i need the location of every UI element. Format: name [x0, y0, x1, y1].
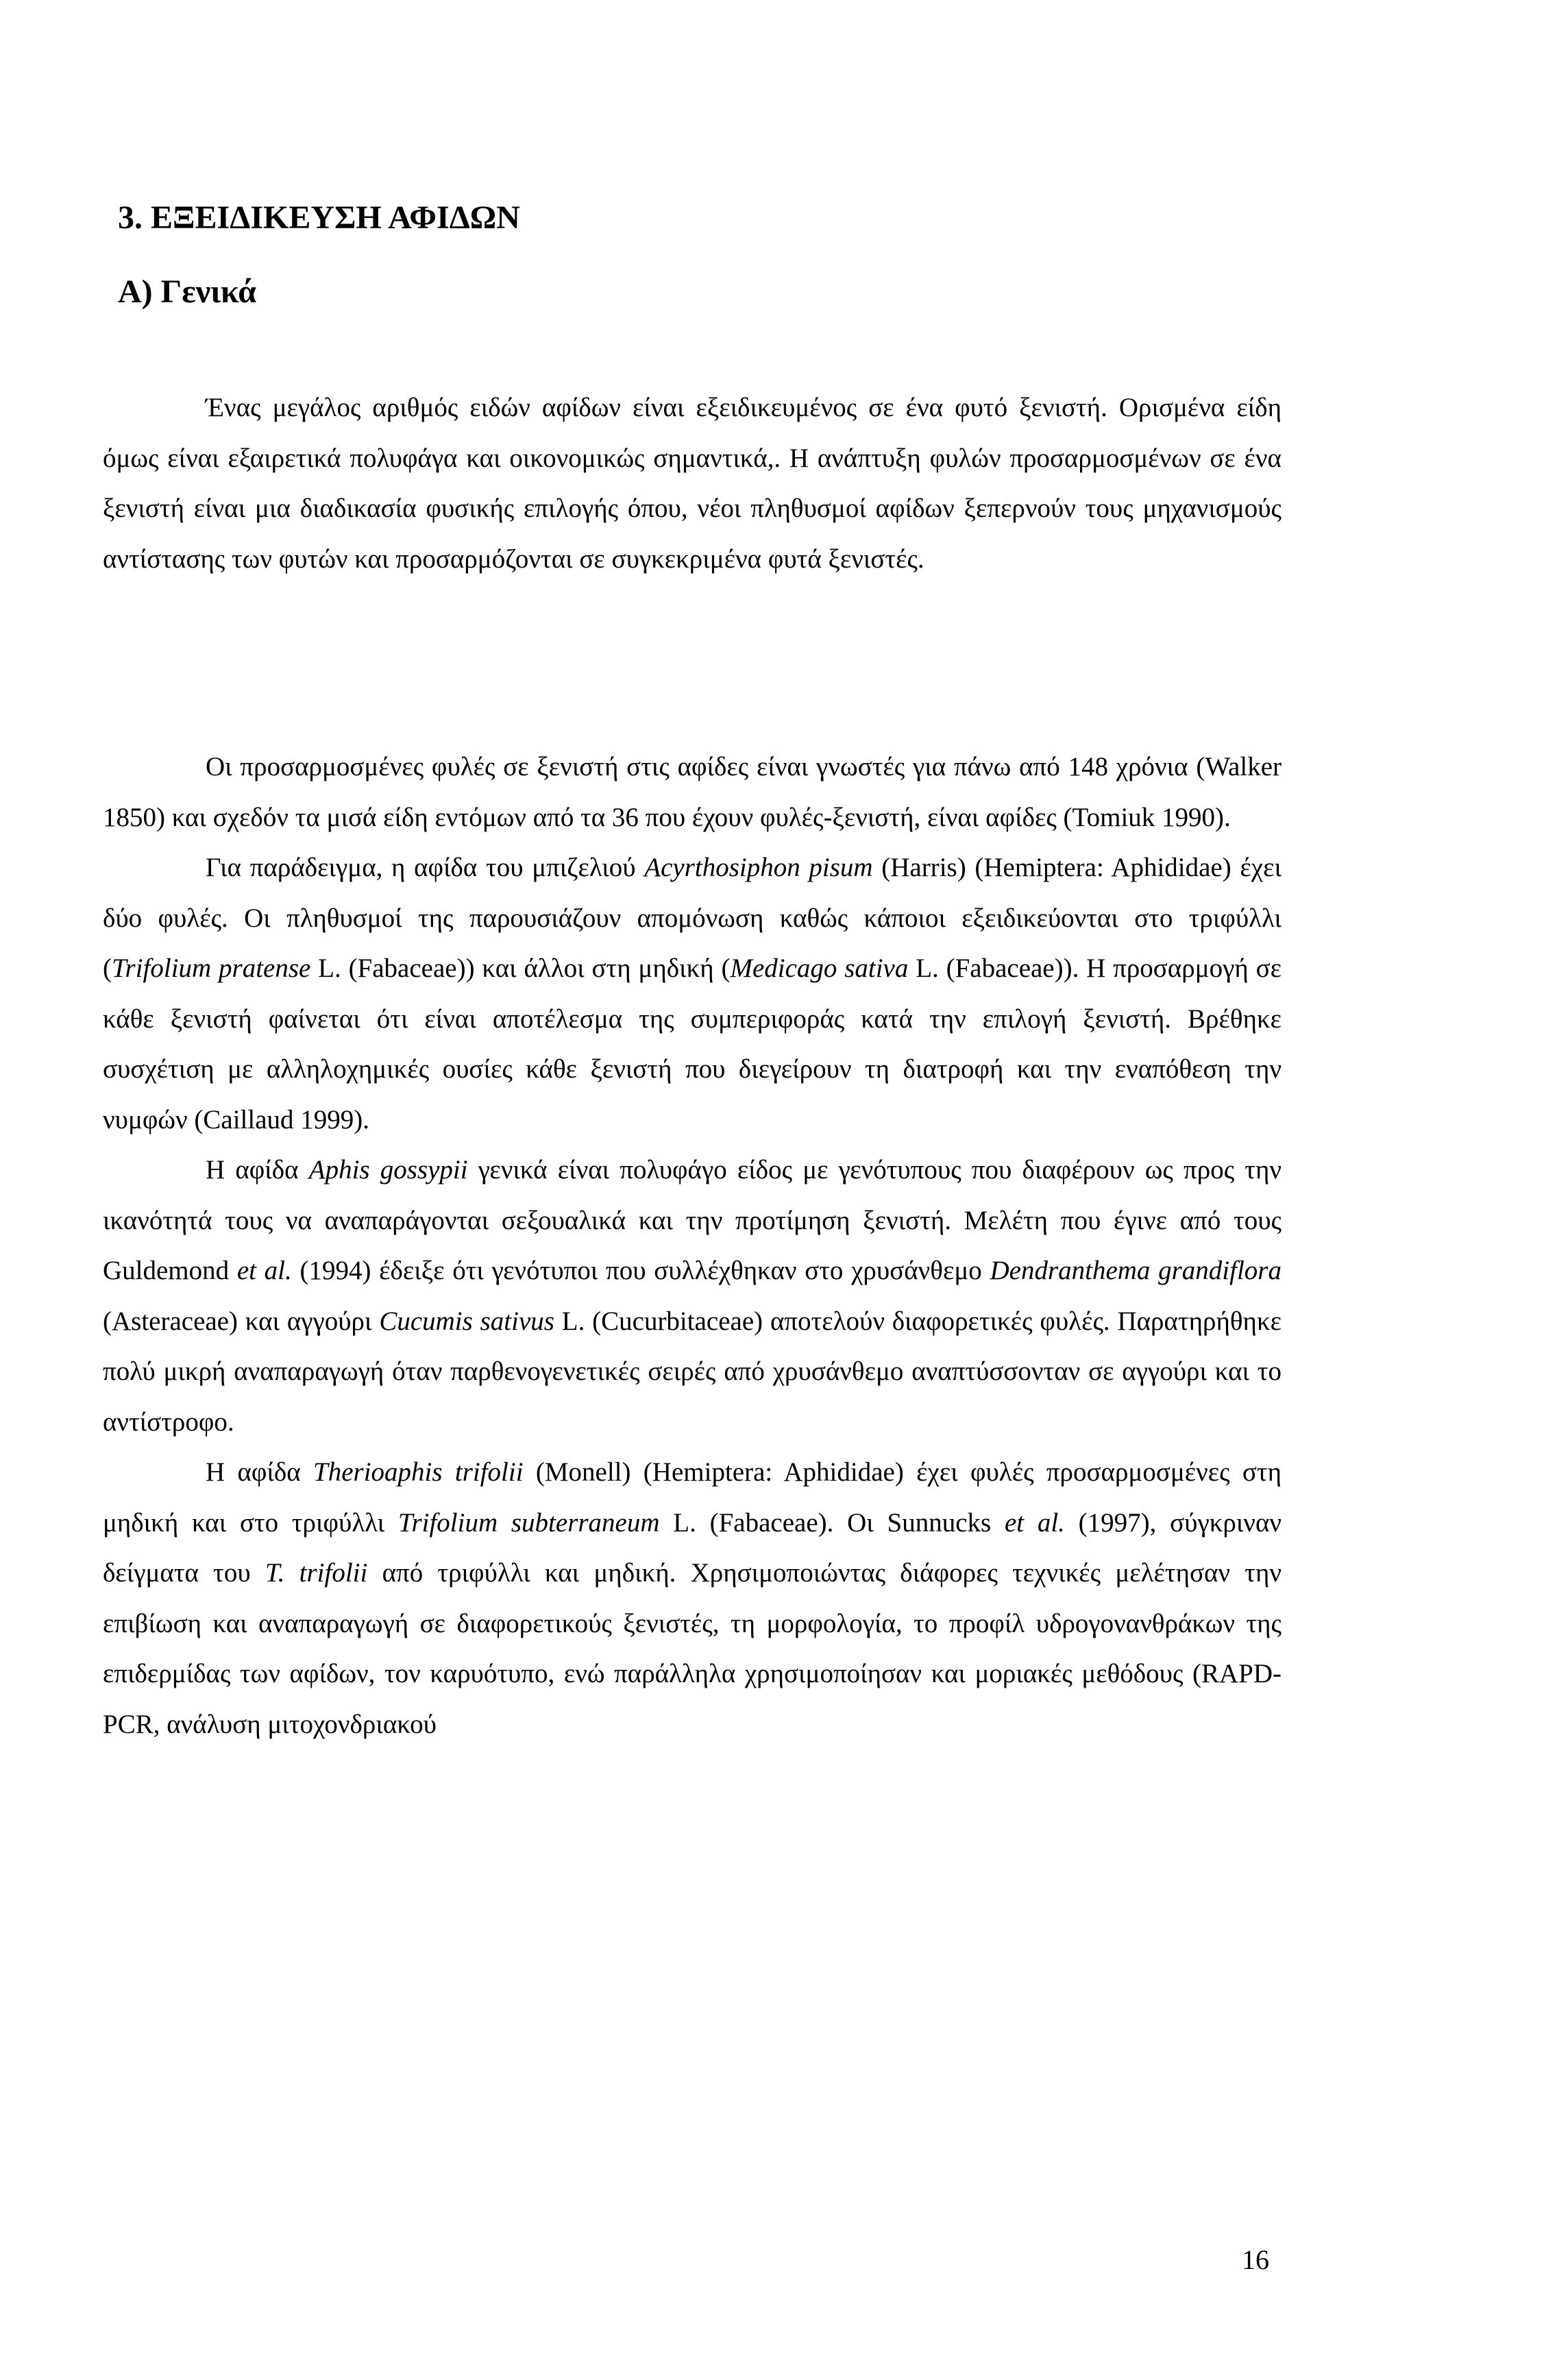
text-run: γενικά είναι πολυφάγο είδος με γενότυπους που διαφέρουν ως προς την ικανότητά τους να αναπαράγονται σεξουαλικά και την προτίμηση ξενιστή. Μελέτη που έγινε από τους Guldemond [103, 1155, 1282, 1285]
text-run: (Harris) (Hemiptera: Aphididae) έχει δύο φυλές. Οι πληθυσμοί της παρουσιάζουν απομόνωση καθώς κάποιοι εξειδικεύονται στο τριφύλλι ( [103, 853, 1282, 983]
text-run: (1994) έδειξε ότι γενότυποι που συλλέχθηκαν στο χρυσάνθεμο [291, 1256, 990, 1285]
italic-term: Acyrthosiphon pisum [644, 853, 873, 882]
text-run: από τριφύλλι και μηδική. Χρησιμοποιώντας διάφορες τεχνικές μελέτησαν την επιβίωση και αναπαραγωγή σε διαφορετικούς ξενιστές, τη μορφολογία, το προφίλ υδρογονανθράκων της επιδερμίδας των αφίδων, τον καρυότυπο, ενώ παράλληλα χρησιμοποίησαν και μοριακές μεθόδους (RAPD-PCR, ανάλυση μιτοχονδριακού [103, 1558, 1282, 1739]
italic-term: Trifolium pratense [112, 954, 311, 983]
text-run: Η αφίδα [206, 1457, 314, 1487]
text-run: Για παράδειγμα, η αφίδα του μπιζελιού [206, 853, 645, 882]
italic-term: Medicago sativa [730, 954, 909, 983]
text-run: (1997), σύγκριναν δείγματα του [103, 1507, 1282, 1588]
subsection-heading: Α) Γενικά [118, 274, 257, 310]
text-run: L. (Fabaceae)). Η προσαρμογή σε κάθε ξενιστή φαίνεται ότι είναι αποτέλεσμα της συμπεριφοράς κατά την επιλογή ξενιστή. Βρέθηκε συσχέτιση με αλληλοχημικές ουσίες κάθε ξενιστή που διεγείρουν τη διατροφή και την εναπόθεση την νυμφών (Caillaud 1999). [103, 954, 1282, 1134]
paragraph [103, 1447, 1282, 1749]
italic-term: Cucumis sativus [379, 1306, 554, 1336]
text-run: Η αφίδα [206, 1155, 309, 1185]
italic-term: Therioaphis trifolii [313, 1457, 524, 1487]
text-run: L. (Fabaceae)) και άλλοι στη μηδική ( [310, 954, 731, 983]
paragraph [103, 742, 1282, 842]
text-run: Ένας μεγάλος αριθμός ειδών αφίδων είναι εξειδικευμένος σε ένα φυτό ξενιστή. Ορισμένα είδη όμως είναι εξαιρετικά πολυφάγα και οικονομικώς σημαντικά,. Η ανάπτυξη φυλών προσαρμοσμένων σε ένα ξενιστή είναι μια διαδικασία φυσικής επιλογής όπου, νέοι πληθυσμοί αφίδων ξεπερνούν τους μηχανισμούς αντίστασης των φυτών και προσαρμόζονται σε συγκεκριμένα φυτά ξενιστές. [103, 393, 1282, 574]
italic-term: T. trifolii [265, 1558, 368, 1588]
italic-term: et al. [236, 1256, 292, 1285]
italic-term: Aphis gossypii [308, 1155, 468, 1185]
paragraph [103, 1145, 1282, 1447]
page-number: 16 [1242, 2244, 1269, 2275]
text-run: (Asteraceae) και αγγούρι [103, 1306, 380, 1336]
paragraph [103, 842, 1282, 1145]
body-text-intro [103, 382, 1282, 584]
text-run: (Monell) (Hemiptera: Aphididae) έχει φυλές προσαρμοσμένες στη μηδική και στο τριφύλλι [103, 1457, 1282, 1538]
text-run: L. (Cucurbitaceae) αποτελούν διαφορετικές φυλές. Παρατηρήθηκε πολύ μικρή αναπαραγωγή όταν παρθενογενετικές σειρές από χρυσάνθεμο αναπτύσσονταν σε αγγούρι και το αντίστροφο. [103, 1306, 1282, 1437]
italic-term: et al. [1004, 1507, 1065, 1538]
paragraph [103, 382, 1282, 584]
section-heading: 3. ΕΞΕΙΔΙΚΕΥΣΗ ΑΦΙΔΩΝ [118, 199, 520, 236]
italic-term: Trifolium subterraneum [397, 1507, 660, 1538]
italic-term: Dendranthema grandiflora [990, 1256, 1282, 1285]
text-run: L. (Fabaceae). Οι Sunnucks [659, 1507, 1005, 1538]
body-text-main [103, 742, 1282, 1749]
text-run: Οι προσαρμοσμένες φυλές σε ξενιστή στις αφίδες είναι γνωστές για πάνω από 148 χρόνια (Walker 1850) και σχεδόν τα μισά είδη εντόμων από τα 36 που έχουν φυλές-ξενιστή, είναι αφίδες (Tomiuk 1990). [103, 752, 1282, 832]
